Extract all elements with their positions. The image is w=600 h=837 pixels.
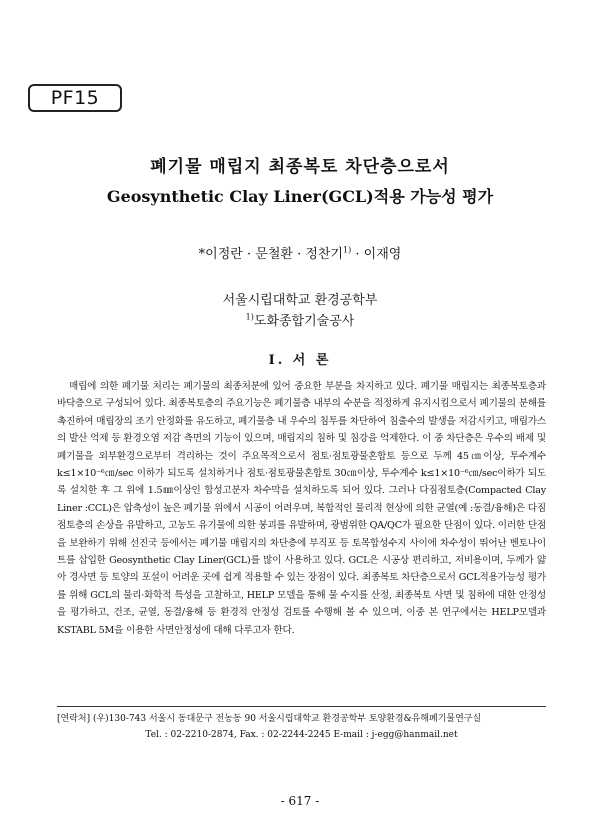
title-line-2: Geosynthetic Clay Liner(GCL)적용 가능성 평가 xyxy=(106,187,494,206)
affiliation-1: 서울시립대학교 환경공학부 xyxy=(222,293,378,308)
contact-address: [연락처] (우)130-743 서울시 동대문구 전농동 90 서울시립대학교 환경공학부 토양환경&유해폐기물연구실 xyxy=(57,714,482,724)
contact-phone-email: Tel. : 02-2210-2874, Fax. : 02-2244-2245 E-mail : j-egg@hanmail.net xyxy=(145,730,458,740)
section-heading: I. 서 론 xyxy=(268,353,332,368)
affiliation-2-name: 도화종합기술공사 xyxy=(253,314,355,329)
footer-divider xyxy=(57,706,546,707)
affiliation-2-mark: 1) xyxy=(245,312,254,322)
author-affiliation-mark: 1) xyxy=(343,245,352,255)
page-number: - 617 - xyxy=(280,794,320,808)
title-line-1: 폐기물 매립지 최종복토 차단층으로서 xyxy=(150,157,450,177)
author-1: *이정란 xyxy=(198,247,243,262)
body-paragraph: 매립에 의한 폐기물 처리는 폐기물의 최종처분에 있어 중요한 부분을 차지하고 있다. 폐기물 매립지는 최종복토층과 바닥층으로 구성되어 있다. 최종복토층의 주요기능은 폐기물층 내부의 수분을 적정하게 유지시킴으로서 폐기물의 분해를 촉진하여 매립장의 조기 안정화를 유도하고, 폐기물층 내 우수의 침투를 차단하여 침출수의 발생을 저감시키고, 매립가스의 발산 억제 등 환경오염 저감 측면의 기능이 있으며, 매립지의 침하 및 침강을 억제한다. 이 중 차단층은 우수의 배제 및 폐기물을 외부환경으로부터 격리하는 것이 주요목적으로서 점토·점토광물혼합토 등으로 두께 45㎝이상, 투수계수 k≤1×10⁻⁶㎝/sec 이하가 되도록 설치하거나 점토·점토광물혼합토 30㎝이상, 투수계수 k≤1×10⁻⁶㎝/sec이하가 되도록 설치한 후 그 위에 1.5㎜이상인 합성고분자 차수막을 설치하도록 되어 있다. 그러나 다짐점토층(Compacted Clay Liner :CCL)은 압축성이 높은 폐기물 위에서 시공이 어려우며, 복합적인 물리적 현상에 의한 균열(예 :동결/융해)은 다짐점토층의 손상을 유발하고, 고농도 유기물에 의한 붕괴를 유발하며, 광범위한 QA/QC가 필요한 단점이 있다. 이러한 단점을 보완하기 위해 선진국 등에서는 폐기물 매립지의 차단층에 부직포 등 토목합성수지 사이에 차수성이 뛰어난 벤토나이트를 삽입한 Geosynthetic Clay Liner(GCL)를 많이 사용하고 있다. GCL은 시공상 편리하고, 저비용이며, 두께가 얇아 경사면 등 토양의 포설이 어려운 곳에 쉽게 적용할 수 있는 장점이 있다. 최종복토 차단층으로서 GCL적용가능성 평가를 위해 GCL의 물리·화학적 특성을 고찰하고, HELP 모델을 통해 물 수지를 산정, 최종복토 사면 및 침하에 대한 안정성을 평가하고, 건조, 균열, 동결/융해 등 환경적 안정성 검토를 수행해 볼 수 있으며, 이중 본 연구에서는 HELP모델과 KSTABL 5M을 이용한 사면안정성에 대해 다루고자 한다. xyxy=(57,381,546,636)
author-list xyxy=(0,243,600,262)
author-separator-2: · 이재영 xyxy=(351,247,402,262)
affiliation-2 xyxy=(0,310,600,329)
paper-id-badge: PF15 xyxy=(28,84,122,112)
body-text xyxy=(57,378,546,639)
author-separator-1: · 문철환 · 정찬기 xyxy=(242,247,344,262)
